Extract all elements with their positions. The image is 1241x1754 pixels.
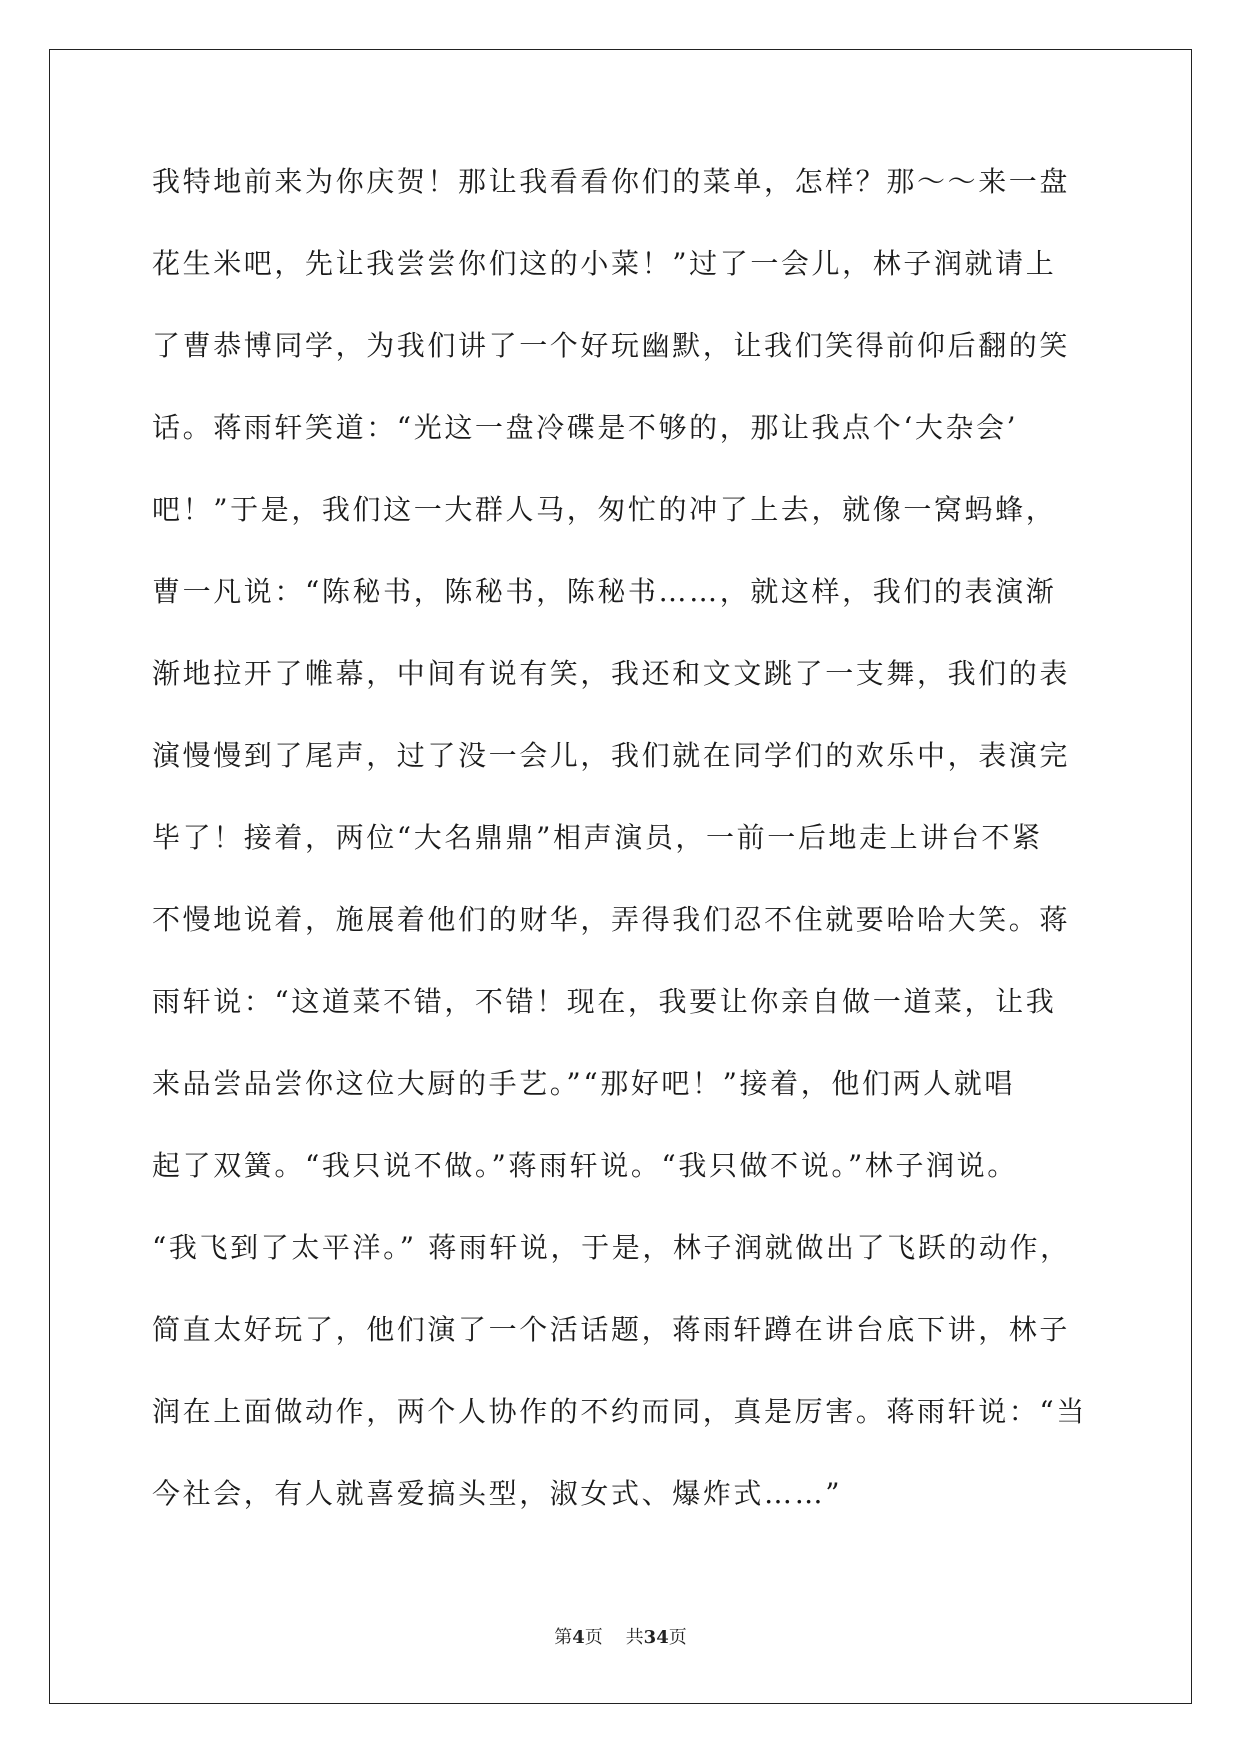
text-line: 话。蒋雨轩笑道：“光这一盘冷碟是不够的，那让我点个‘大杂会’ <box>152 411 1019 444</box>
text-line: 来品尝品尝你这位大厨的手艺。”“那好吧！”接着，他们两人就唱 <box>152 1067 1015 1100</box>
text-line: 曹一凡说：“陈秘书，陈秘书，陈秘书……，就这样，我们的表演渐 <box>152 575 1057 608</box>
footer-total-prefix: 共 <box>625 1627 644 1648</box>
text-line: 毕了！接着，两位“大名鼎鼎”相声演员，一前一后地走上讲台不紧 <box>152 821 1043 854</box>
text-line: 渐地拉开了帷幕，中间有说有笑，我还和文文跳了一支舞，我们的表 <box>152 657 1071 690</box>
footer-page-suffix: 页 <box>584 1627 603 1648</box>
page-number: 4 <box>572 1627 585 1648</box>
text-line: 不慢地说着，施展着他们的财华，弄得我们忍不住就要哈哈大笑。蒋 <box>152 903 1071 936</box>
text-line: 雨轩说：“这道菜不错，不错！现在，我要让你亲自做一道菜，让我 <box>152 985 1057 1018</box>
text-line: 我特地前来为你庆贺！那让我看看你们的菜单，怎样？那～～来一盘 <box>152 165 1071 198</box>
text-line: 花生米吧，先让我尝尝你们这的小菜！”过了一会儿，林子润就请上 <box>152 247 1057 280</box>
total-pages: 34 <box>643 1627 669 1648</box>
footer-prefix: 第 <box>554 1627 573 1648</box>
text-line: 吧！”于是，我们这一大群人马，匆忙的冲了上去，就像一窝蚂蜂， <box>152 493 1057 526</box>
text-line: 起了双簧。“我只说不做。”蒋雨轩说。“我只做不说。”林子润说。 <box>152 1149 1018 1182</box>
text-line: 今社会，有人就喜爱搞头型，淑女式、爆炸式……” <box>152 1477 843 1510</box>
document-body <box>152 159 1112 1553</box>
text-line: “我飞到了太平洋。” 蒋雨轩说，于是，林子润就做出了飞跃的动作， <box>152 1231 1071 1264</box>
footer-total-suffix: 页 <box>668 1627 687 1648</box>
text-line: 润在上面做动作，两个人协作的不约而同，真是厉害。蒋雨轩说：“当 <box>152 1395 1087 1428</box>
page-footer <box>0 1623 1241 1649</box>
text-line: 演慢慢到了尾声，过了没一会儿，我们就在同学们的欢乐中，表演完 <box>152 739 1071 772</box>
text-line: 了曹恭博同学，为我们讲了一个好玩幽默，让我们笑得前仰后翻的笑 <box>152 329 1071 362</box>
text-line: 简直太好玩了，他们演了一个活话题，蒋雨轩蹲在讲台底下讲，林子 <box>152 1313 1071 1346</box>
